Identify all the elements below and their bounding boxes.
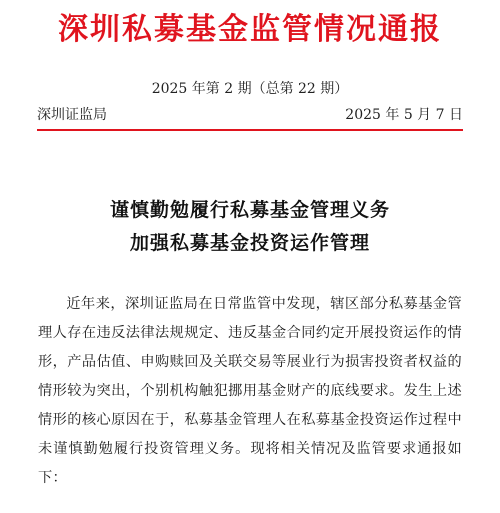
article-title-line-2: 加强私募基金投资运作管理 (129, 232, 370, 254)
masthead-title: 深圳私募基金监管情况通报 (58, 12, 442, 47)
issuer-name: 深圳证监局 (37, 107, 107, 123)
issue-date: 2025 年 5 月 7 日 (345, 107, 463, 123)
article-paragraph: 近年来，深圳证监局在日常监管中发现，辖区部分私募基金管理人存在违反法律法规规定、违反基金合同约定开展投资运作的情形，产品估值、申购赎回及关联交易等展业行为损害投资者权益的情形较为突出，个别机构触犯挪用基金财产的底线要求。发生上述情形的核心原因在于，私募基金管理人在私募基金投资运作过程中未谨慎勤勉履行投资管理义务。现将相关情况及监管要求通报如下： (38, 296, 462, 486)
red-divider (37, 129, 463, 131)
issue-number: 2025 年第 2 期（总第 22 期） (151, 81, 349, 97)
meta-row (37, 106, 463, 126)
article-title-line-1: 谨慎勤勉履行私募基金管理义务 (109, 199, 390, 221)
